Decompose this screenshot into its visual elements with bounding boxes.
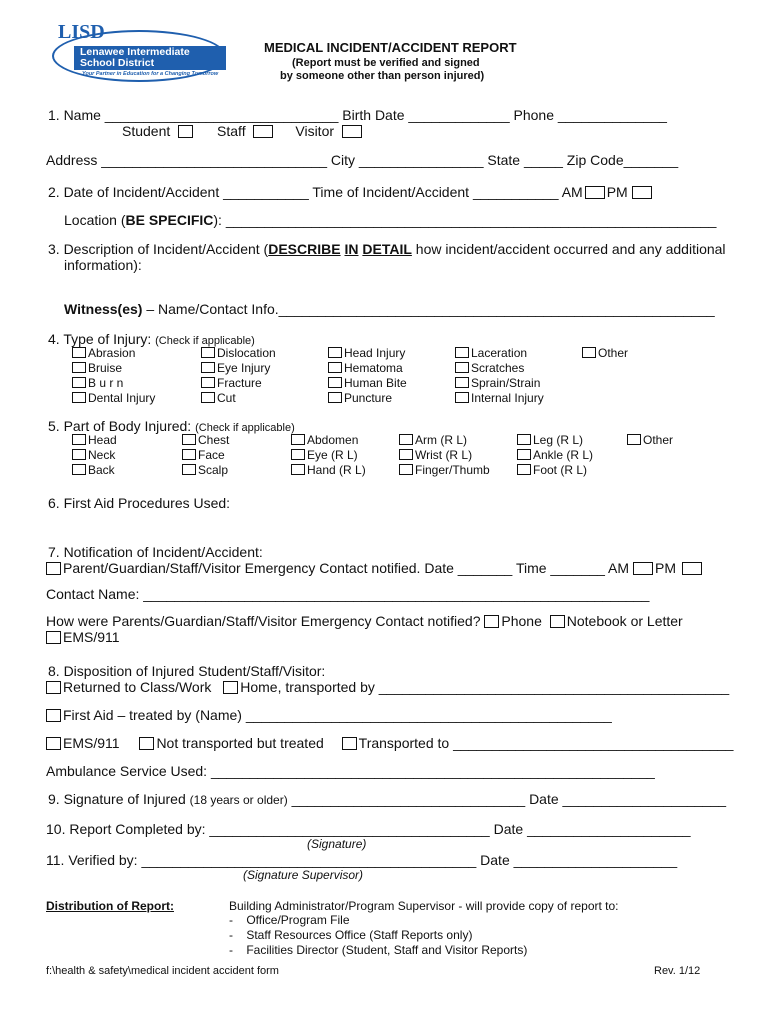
distribution-item: - Facilities Director (Student, Staff and Visitor Reports) [229, 943, 528, 957]
injury-type-option [201, 346, 276, 360]
injury-type-label: Laceration [471, 346, 528, 360]
pm-label: PM [606, 184, 628, 200]
body-part-checkbox[interactable] [517, 434, 531, 445]
injury-type-hint: (Check if applicable) [155, 335, 255, 347]
injury-type-label: B u r n [88, 376, 124, 390]
body-part-option [399, 448, 472, 462]
phone-checkbox[interactable] [484, 615, 499, 628]
form-title: MEDICAL INCIDENT/ACCIDENT REPORT [264, 40, 517, 55]
home-checkbox[interactable] [223, 681, 238, 694]
injury-type-option [328, 391, 392, 405]
injury-type-label: Dislocation [217, 346, 276, 360]
body-part-option [517, 448, 593, 462]
injured-signature-blank[interactable]: ______________________________ Date _____________________ [291, 791, 727, 807]
body-part-checkbox[interactable] [72, 434, 86, 445]
distribution-item: - Office/Program File [229, 913, 350, 927]
footer-revision: Rev. 1/12 [654, 965, 701, 977]
body-part-option [517, 463, 587, 477]
injury-type-checkbox[interactable] [201, 362, 215, 373]
detail-word: DETAIL [362, 241, 412, 257]
form-subtitle-2: by someone other than person injured) [280, 70, 485, 82]
verified-by-line[interactable]: 11. Verified by: ___________________________________________ Date _____________________ [46, 852, 678, 868]
injury-type-option [455, 361, 524, 375]
staff-label: Staff [217, 123, 246, 139]
injury-type-label: Eye Injury [217, 361, 271, 375]
body-part-checkbox[interactable] [182, 449, 196, 460]
transported-line[interactable]: Transported to ____________________________________ [358, 735, 734, 751]
injury-type-checkbox[interactable] [455, 392, 469, 403]
notification-line[interactable]: Parent/Guardian/Staff/Visitor Emergency Contact notified. Date _______ Time _______ AM [63, 560, 630, 576]
injury-type-option [455, 346, 527, 360]
injury-type-label: Cut [217, 391, 236, 405]
description-line [48, 241, 726, 257]
body-part-option [182, 433, 229, 447]
body-part-checkbox[interactable] [291, 434, 305, 445]
injury-type-label: Puncture [344, 391, 393, 405]
description-rest: how incident/accident occurred and any additional [411, 241, 726, 257]
body-part-label: Other [643, 433, 674, 447]
distribution-item-text: Facilities Director (Student, Staff and Visitor Reports) [246, 943, 528, 957]
first-aid-title: 6. First Aid Procedures Used: [48, 495, 231, 511]
injury-type-checkbox[interactable] [455, 362, 469, 373]
body-part-checkbox[interactable] [517, 464, 531, 475]
body-part-checkbox[interactable] [399, 464, 413, 475]
logo-tagline: Your Partner in Education for a Changing Tomorrow [82, 71, 219, 77]
body-part-label: Abdomen [307, 433, 359, 447]
notebook-label: Notebook or Letter [566, 613, 683, 629]
injury-type-checkbox[interactable] [455, 377, 469, 388]
person-type-row [122, 123, 364, 139]
witness-label: Witness(es) [64, 301, 143, 317]
body-part-option [182, 448, 225, 462]
injured-signature-label: 9. Signature of Injured [48, 791, 186, 807]
location-emphasis: BE SPECIFIC [125, 212, 214, 228]
injury-type-label: Hematoma [344, 361, 403, 375]
notify-ems-row [46, 629, 120, 645]
injury-type-option [328, 376, 407, 390]
body-part-label: Scalp [198, 463, 229, 477]
injury-type-checkbox[interactable] [201, 392, 215, 403]
home-line[interactable]: Home, transported by _____________________________________________ [240, 679, 730, 695]
disposition-row-2 [46, 707, 612, 723]
injury-type-option [582, 346, 628, 360]
body-part-label: Face [198, 448, 225, 462]
injury-type-label: Internal Injury [471, 391, 544, 405]
injury-type-label: Abrasion [88, 346, 136, 360]
emergency-contact-checkbox[interactable] [46, 562, 61, 575]
notebook-checkbox[interactable] [550, 615, 565, 628]
injured-signature-row[interactable] [48, 791, 726, 807]
body-part-option [399, 463, 490, 477]
visitor-checkbox[interactable] [342, 125, 362, 138]
body-part-option [291, 448, 358, 462]
injury-type-label: Head Injury [344, 346, 406, 360]
visitor-label: Visitor [295, 123, 335, 139]
body-part-checkbox[interactable] [291, 464, 305, 475]
notify-am-checkbox[interactable] [633, 562, 653, 575]
injury-type-option [72, 391, 155, 405]
body-part-checkbox[interactable] [291, 449, 305, 460]
incident-datetime-row [48, 184, 654, 200]
body-part-option [627, 433, 673, 447]
body-part-checkbox[interactable] [72, 449, 86, 460]
body-part-label: Ankle (R L) [533, 448, 594, 462]
notification-title: 7. Notification of Incident/Accident: [48, 544, 263, 560]
body-part-checkbox[interactable] [399, 434, 413, 445]
notify-method-label: How were Parents/Guardian/Staff/Visitor Emergency Contact notified? [46, 613, 481, 629]
location-line[interactable] [64, 212, 716, 228]
injury-type-option [72, 346, 135, 360]
injury-type-checkbox[interactable] [72, 377, 86, 388]
injury-type-label: Other [598, 346, 629, 360]
body-part-label: Back [88, 463, 115, 477]
describe-word: DESCRIBE [268, 241, 341, 257]
transported-checkbox[interactable] [342, 737, 357, 750]
student-label: Student [122, 123, 171, 139]
incident-datetime-line[interactable]: 2. Date of Incident/Accident ___________ Time of Incident/Accident ___________ AM [48, 184, 583, 200]
body-part-option [182, 463, 228, 477]
ems-checkbox[interactable] [46, 737, 61, 750]
body-part-checkbox[interactable] [517, 449, 531, 460]
body-part-label: Leg (R L) [533, 433, 584, 447]
body-part-checkbox[interactable] [72, 464, 86, 475]
injury-type-checkbox[interactable] [72, 362, 86, 373]
body-part-checkbox[interactable] [627, 434, 641, 445]
notification-row [46, 560, 704, 576]
disposition-row-1 [46, 679, 729, 695]
injured-signature-hint: (18 years or older) [189, 793, 288, 807]
footer-path: f:\health & safety\medical incident accident form [46, 965, 279, 977]
body-part-label: Hand (R L) [307, 463, 366, 477]
disposition-title: 8. Disposition of Injured Student/Staff/Visitor: [48, 663, 326, 679]
notify-ems-label: EMS/911 [63, 629, 120, 645]
injury-type-option [328, 346, 405, 360]
contact-name-line[interactable]: Contact Name: _________________________________________________________________ [46, 586, 650, 602]
location-label: Location ( [64, 212, 126, 228]
injury-type-checkbox[interactable] [582, 347, 596, 358]
distribution-label: Distribution of Report: [46, 899, 174, 913]
injury-type-option [201, 391, 236, 405]
injury-type-checkbox[interactable] [328, 377, 342, 388]
form-subtitle-1: (Report must be verified and signed [292, 57, 480, 69]
injury-type-label: Dental Injury [88, 391, 156, 405]
body-part-option [72, 448, 115, 462]
disposition-row-3 [46, 735, 733, 751]
name-line[interactable]: 1. Name ______________________________ Birth Date _____________ Phone ______________ [48, 107, 667, 123]
distribution-item-text: Office/Program File [246, 913, 350, 927]
logo-line-1: Lenawee Intermediate [80, 46, 190, 58]
body-part-label: Head [88, 433, 117, 447]
injury-type-option [72, 376, 123, 390]
ems-label: EMS/911 [63, 735, 120, 751]
notify-pm-checkbox[interactable] [682, 562, 702, 575]
notify-pm-label: PM [655, 560, 677, 576]
injury-type-checkbox[interactable] [201, 377, 215, 388]
returned-checkbox[interactable] [46, 681, 61, 694]
injury-type-checkbox[interactable] [328, 362, 342, 373]
notify-ems-checkbox[interactable] [46, 631, 61, 644]
body-part-checkbox[interactable] [399, 449, 413, 460]
body-part-label: Neck [88, 448, 116, 462]
body-part-option [72, 463, 115, 477]
injury-type-label: Human Bite [344, 376, 407, 390]
verified-signature-caption: (Signature Supervisor) [243, 868, 364, 882]
notify-method-row [46, 613, 683, 629]
ambulance-line[interactable]: Ambulance Service Used: _________________________________________________________ [46, 763, 655, 779]
distribution-item: - Staff Resources Office (Staff Reports only) [229, 928, 473, 942]
body-part-option [517, 433, 583, 447]
body-part-label: Wrist (R L) [415, 448, 473, 462]
logo-line-2: School District [80, 57, 155, 69]
body-part-label: Eye (R L) [307, 448, 358, 462]
body-part-option [399, 433, 467, 447]
injury-type-label: Fracture [217, 376, 262, 390]
body-part-checkbox[interactable] [182, 464, 196, 475]
address-line[interactable]: Address _____________________________ City ________________ State _____ Zip Code_______ [46, 152, 679, 168]
injury-type-checkbox[interactable] [72, 347, 86, 358]
in-word: IN [344, 241, 359, 257]
am-checkbox[interactable] [585, 186, 605, 199]
first-aid-line[interactable]: First Aid – treated by (Name) _______________________________________________ [63, 707, 612, 723]
phone-label: Phone [501, 613, 542, 629]
injury-type-checkbox[interactable] [201, 347, 215, 358]
body-part-option [291, 463, 366, 477]
injury-type-option [455, 391, 544, 405]
witness-line[interactable] [64, 301, 715, 317]
completed-by-line[interactable]: 10. Report Completed by: ____________________________________ Date _____________________ [46, 821, 691, 837]
body-part-hint: (Check if applicable) [195, 422, 295, 434]
body-part-label: Foot (R L) [533, 463, 588, 477]
injury-type-option [201, 361, 270, 375]
injury-type-option [72, 361, 122, 375]
body-part-option [291, 433, 358, 447]
injury-type-checkbox[interactable] [328, 347, 342, 358]
distribution-intro: Building Administrator/Program Supervisor - will provide copy of report to: [229, 899, 619, 913]
body-part-label: Arm (R L) [415, 433, 467, 447]
location-blank[interactable]: ): _______________________________________________________________ [213, 212, 717, 228]
not-transported-label: Not transported but treated [156, 735, 324, 751]
body-part-label: Chest [198, 433, 230, 447]
injury-type-checkbox[interactable] [328, 392, 342, 403]
staff-checkbox[interactable] [253, 125, 273, 138]
district-logo [52, 22, 228, 84]
returned-label: Returned to Class/Work [63, 679, 212, 695]
body-part-checkbox[interactable] [182, 434, 196, 445]
completed-signature-caption: (Signature) [307, 837, 367, 851]
description-cont: information): [64, 257, 142, 273]
injury-type-label: Scratches [471, 361, 525, 375]
injury-type-checkbox[interactable] [455, 347, 469, 358]
logo-mark: LISD [58, 21, 105, 43]
injury-type-option [455, 376, 540, 390]
injury-type-label: Sprain/Strain [471, 376, 541, 390]
body-part-option [72, 433, 117, 447]
injury-type-option [328, 361, 403, 375]
first-aid-checkbox[interactable] [46, 709, 61, 722]
distribution-item-text: Staff Resources Office (Staff Reports only) [246, 928, 473, 942]
body-part-label: 5. Part of Body Injured: [48, 418, 192, 434]
pm-checkbox[interactable] [632, 186, 652, 199]
witness-blank[interactable]: – Name/Contact Info.________________________________________________________ [142, 301, 715, 317]
injury-type-checkbox[interactable] [72, 392, 86, 403]
not-transported-checkbox[interactable] [139, 737, 154, 750]
injury-type-option [201, 376, 262, 390]
body-part-label: Finger/Thumb [415, 463, 490, 477]
student-checkbox[interactable] [178, 125, 193, 138]
injury-type-label: 4. Type of Injury: [48, 331, 152, 347]
injury-type-label: Bruise [88, 361, 123, 375]
description-label: 3. Description of Incident/Accident ( [48, 241, 269, 257]
